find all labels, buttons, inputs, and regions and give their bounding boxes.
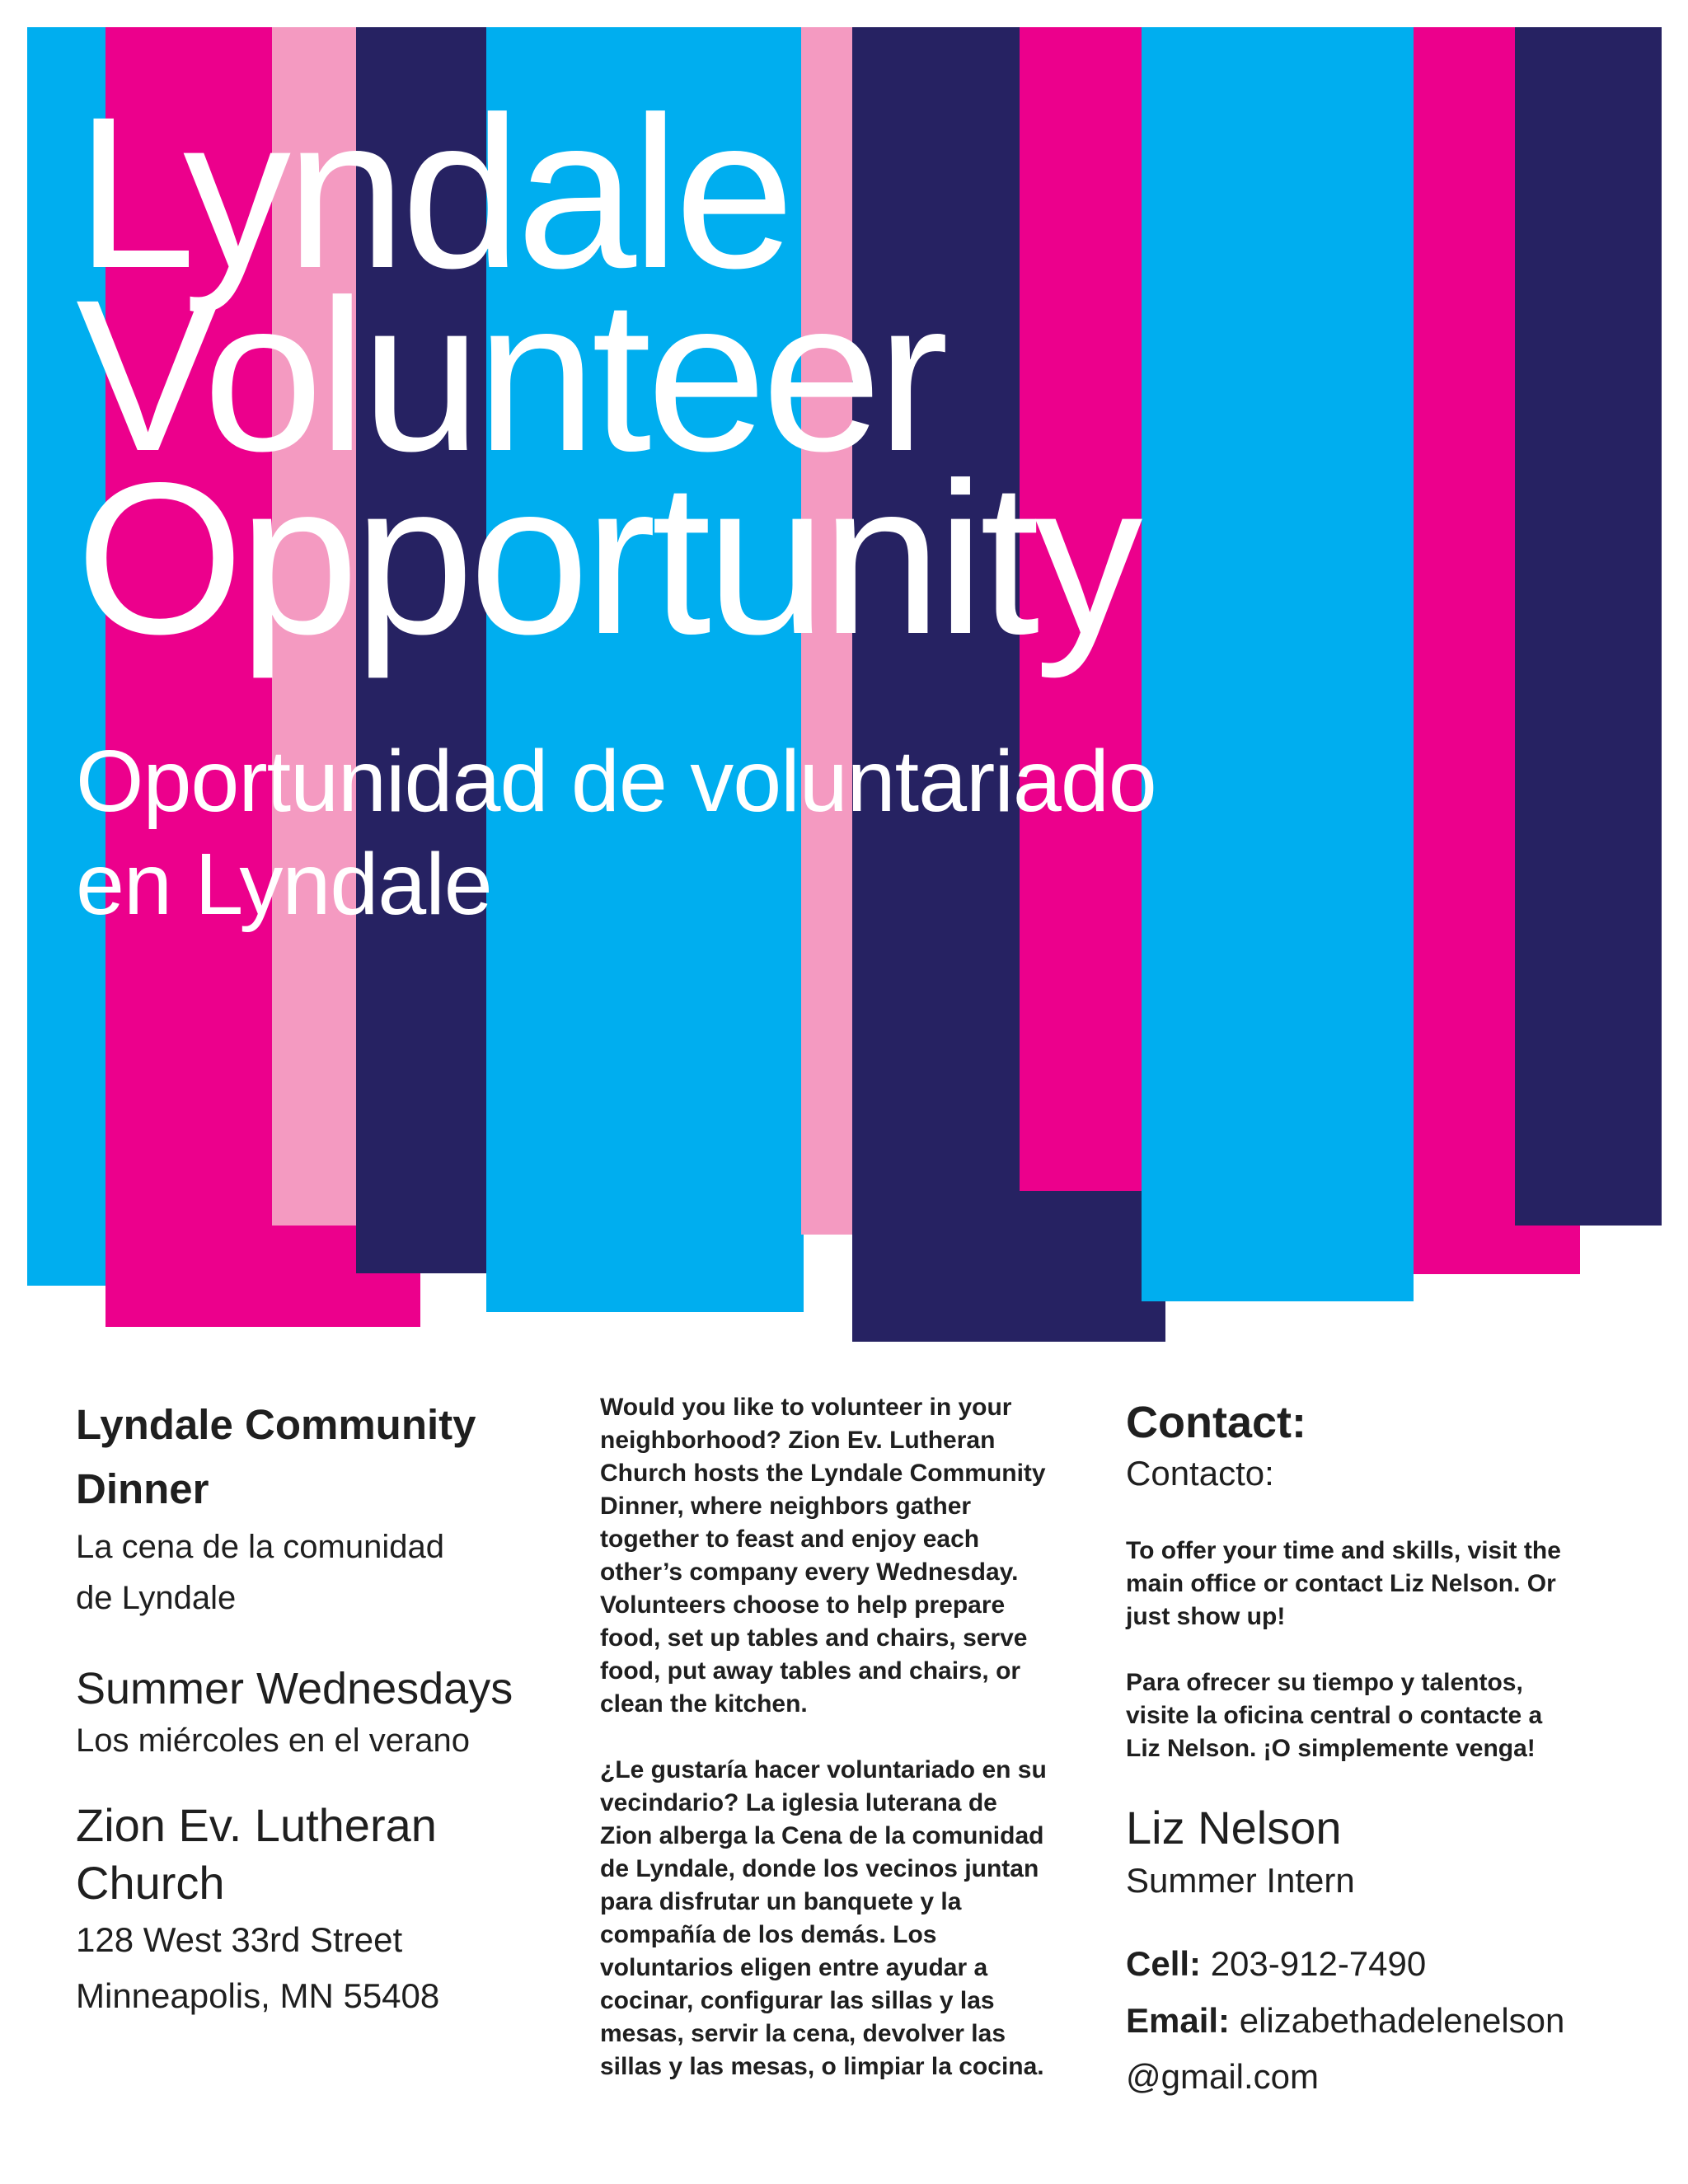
stripe-navy <box>1515 27 1662 1226</box>
description-spanish-line: para disfrutar un banquete y la <box>600 1888 962 1915</box>
title-line-3: Opportunity <box>76 438 1138 679</box>
cell-label: Cell: <box>1126 1944 1202 1983</box>
title-line-2: Volunteer <box>76 255 945 496</box>
event-name-line-2: Dinner <box>76 1465 209 1512</box>
venue-line-1: Zion Ev. Lutheran <box>76 1799 437 1851</box>
description-english-line: other’s company every Wednesday. <box>600 1558 1019 1586</box>
contact-english-line: To offer your time and skills, visit the <box>1126 1537 1561 1564</box>
event-name-line-1: Lyndale Community <box>76 1401 476 1448</box>
contact-spanish-line: Liz Nelson. ¡O simplemente venga! <box>1126 1735 1536 1762</box>
description-spanish-line: ¿Le gustaría hacer voluntariado en su <box>600 1756 1047 1783</box>
event-when-es: Los miércoles en el verano <box>76 1722 471 1759</box>
event-name-es-line-1: La cena de la comunidad <box>76 1529 444 1565</box>
description-english-line: food, set up tables and chairs, serve <box>600 1624 1028 1652</box>
description-english-line: clean the kitchen. <box>600 1690 808 1718</box>
subtitle-line-1: Oportunidad de voluntariado <box>76 733 1156 830</box>
contact-spanish-line: Para ofrecer su tiempo y talentos, <box>1126 1669 1523 1696</box>
contact-cell <box>1126 1935 1653 1993</box>
contact-heading-es: Contacto: <box>1126 1454 1274 1493</box>
description-spanish-line: compañía de los demás. Los <box>600 1921 937 1948</box>
contact-english-line: main office or contact Liz Nelson. Or <box>1126 1570 1556 1597</box>
title-line-1: Lyndale <box>76 72 790 313</box>
cell-number: 203-912-7490 <box>1210 1944 1427 1983</box>
description-spanish <box>600 1754 1095 2083</box>
contact-section <box>1126 1394 1653 2105</box>
description-english-line: Dinner, where neighbors gather <box>600 1493 972 1520</box>
contact-email <box>1126 1993 1653 2049</box>
description-spanish-line: Zion alberga la Cena de la comunidad <box>600 1822 1044 1849</box>
address-street: 128 West 33rd Street <box>76 1920 403 1959</box>
description-spanish-line: voluntarios eligen entre ayudar a <box>600 1954 988 1981</box>
event-details <box>76 1393 570 2024</box>
description-english-line: Would you like to volunteer in your <box>600 1394 1012 1421</box>
email-label: Email: <box>1126 2001 1231 2040</box>
email-address-line-1: elizabethadelenelson <box>1239 2001 1565 2040</box>
contact-spanish-line: visite la oficina central o contacte a <box>1126 1702 1543 1729</box>
description-spanish-line: de Lyndale, donde los vecinos juntan <box>600 1855 1039 1882</box>
description-spanish-line: vecindario? La iglesia luterana de <box>600 1789 997 1816</box>
description-english-line: food, put away tables and chairs, or <box>600 1657 1021 1685</box>
description-english-line: Volunteers choose to help prepare <box>600 1591 1006 1619</box>
venue-line-2: Church <box>76 1857 225 1909</box>
contact-name: Liz Nelson <box>1126 1802 1342 1854</box>
description <box>600 1391 1095 2083</box>
address-city: Minneapolis, MN 55408 <box>76 1976 440 2015</box>
event-name-es-line-2: de Lyndale <box>76 1580 237 1616</box>
description-english-line: together to feast and enjoy each <box>600 1526 980 1553</box>
description-spanish-line: sillas y las mesas, o limpiar la cocina. <box>600 2053 1044 2080</box>
description-spanish-line: mesas, servir la cena, devolver las <box>600 2020 1006 2047</box>
contact-english-line: just show up! <box>1126 1603 1286 1630</box>
contact-role: Summer Intern <box>1126 1861 1355 1900</box>
description-spanish-line: cocinar, configurar las sillas y las <box>600 1987 995 2014</box>
event-when: Summer Wednesdays <box>76 1664 513 1713</box>
description-english-line: neighborhood? Zion Ev. Lutheran <box>600 1427 996 1454</box>
email-address-line-2: @gmail.com <box>1126 2057 1320 2096</box>
contact-instructions-english <box>1126 1535 1653 1633</box>
description-english-line: Church hosts the Lyndale Community <box>600 1460 1046 1487</box>
subtitle-line-2: en Lyndale <box>76 836 492 933</box>
contact-instructions-spanish <box>1126 1666 1653 1765</box>
description-english <box>600 1391 1095 1721</box>
stripe-cyan <box>1142 27 1414 1301</box>
contact-heading: Contact: <box>1126 1398 1306 1447</box>
